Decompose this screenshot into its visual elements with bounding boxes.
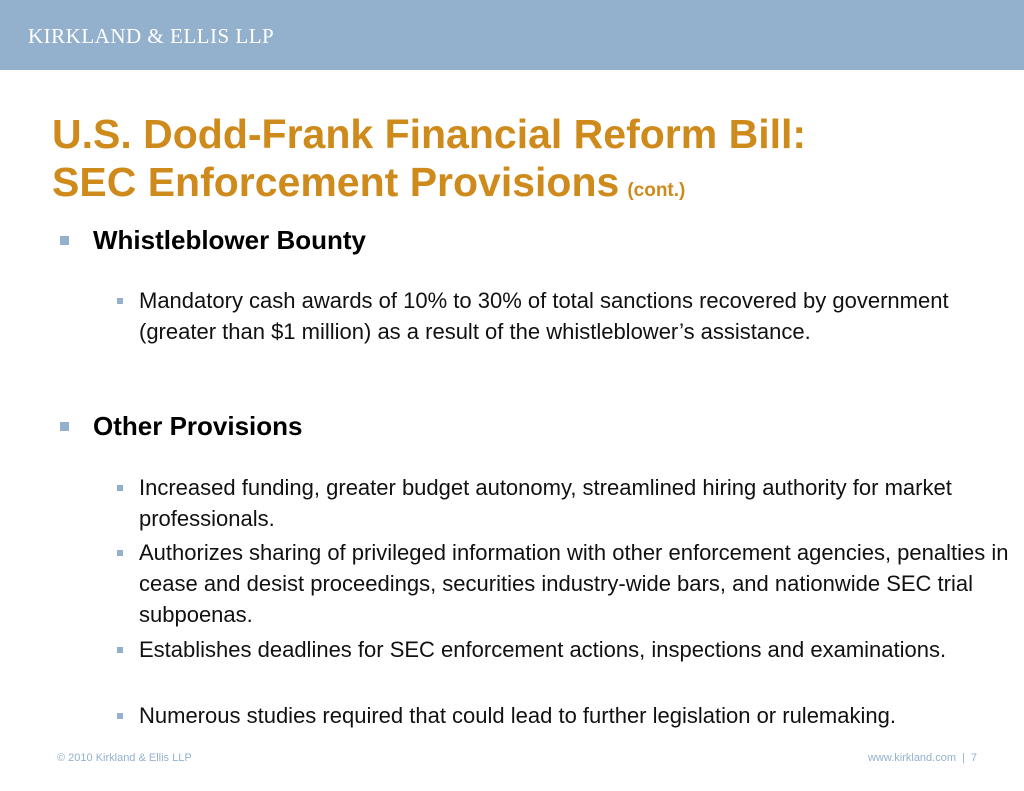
list-item: Authorizes sharing of privileged information with other enforcement agencies, penalties in cease and desist proceedings, securities industry-wide bars, and nationwide SEC trial subpoenas.: [139, 540, 1009, 627]
square-bullet-icon: [117, 485, 123, 491]
slide-title: [52, 110, 992, 215]
page-number: 7: [970, 752, 977, 764]
square-bullet-icon: [117, 713, 123, 719]
square-bullet-icon: [60, 236, 69, 245]
website-link[interactable]: www.kirkland.com: [867, 752, 957, 764]
section-heading-whistleblower: Whistleblower Bounty: [93, 225, 366, 255]
square-bullet-icon: [117, 647, 123, 653]
footer-right: [868, 752, 977, 764]
list-item: Establishes deadlines for SEC enforcement actions, inspections and examinations.: [139, 637, 947, 662]
square-bullet-icon: [117, 298, 123, 304]
title-suffix: (cont.): [627, 180, 686, 201]
section-heading-other-provisions: Other Provisions: [93, 411, 303, 441]
title-line-2: SEC Enforcement Provisions: [52, 159, 620, 205]
title-line-1: U.S. Dodd-Frank Financial Reform Bill:: [52, 111, 807, 157]
footer-separator: |: [962, 752, 965, 764]
header-band: [0, 0, 1024, 70]
list-item: Mandatory cash awards of 10% to 30% of total sanctions recovered by government (greater than $1 million) as a result of the whistleblower’s assistance.: [139, 288, 949, 344]
square-bullet-icon: [117, 550, 123, 556]
firm-logo: KIRKLAND & ELLIS LLP: [28, 24, 275, 48]
footer-copyright: © 2010 Kirkland & Ellis LLP: [57, 752, 192, 764]
list-item: Numerous studies required that could lead to further legislation or rulemaking.: [139, 703, 896, 728]
square-bullet-icon: [60, 422, 69, 431]
list-item: Increased funding, greater budget autonomy, streamlined hiring authority for market professionals.: [139, 475, 952, 531]
